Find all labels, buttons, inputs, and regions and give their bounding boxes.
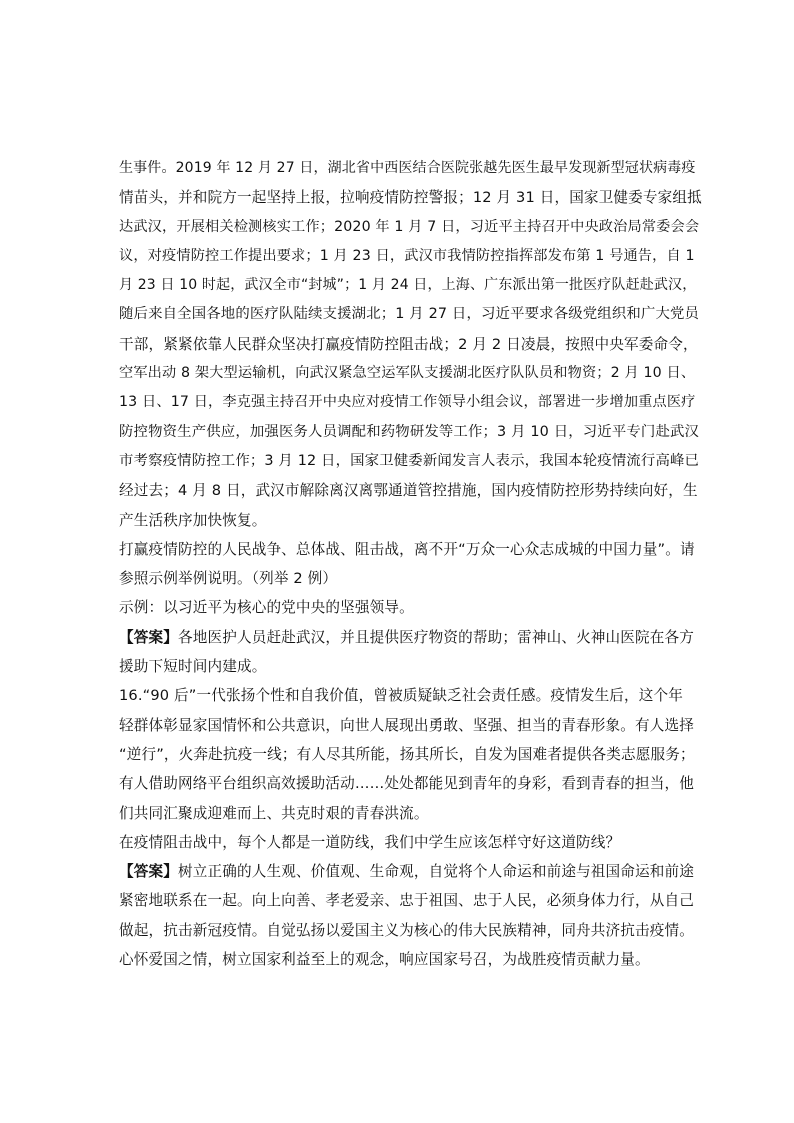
document-body — [119, 154, 701, 974]
question-prompt — [119, 828, 701, 857]
question-16-paragraph — [119, 681, 701, 827]
answer-tag: 【答案】 — [119, 628, 178, 646]
text-line: 产生活秩序加快恢复。 — [119, 511, 267, 529]
answer-text: 各地医护人员赶赴武汉，并且提供医疗物资的帮助；雷神山、火神山医院在各方 — [177, 628, 695, 646]
text-line: 议，对疫情防控工作提出要求；1 月 23 日，武汉市我情防控指挥部发布第 1 号通告，自 1 — [119, 247, 695, 264]
text-line: 参照示例举例说明。（列举 2 例） — [119, 570, 338, 588]
text-line: 紧密地联系在一起。向上向善、孝老爱亲、忠于祖国、忠于人民，必须身体力行，从自己 — [119, 892, 695, 910]
text-line: 防控物资生产供应，加强医务人员调配和药物研发等工作；3 月 10 日，习近平专门赴武汉 — [119, 423, 700, 440]
text-line: 做起，抗击新冠疫情。自觉弘扬以爱国主义为核心的伟大民族精神，同舟共济抗击疫情。 — [119, 921, 695, 939]
text-line — [119, 857, 701, 886]
text-line: 有人借助网络平台组织高效援助活动……处处都能见到青年的身彩，看到青春的担当，他 — [119, 775, 695, 793]
text-line: 干部，紧紧依靠人民群众坚决打赢疫情防控阻击战；2 月 2 日凌晨，按照中央军委命令， — [119, 335, 698, 353]
text-line: 月 23 日 10 时起，武汉全市“封城”；1 月 24 日，上海、广东派出第一批医疗队赶赴武汉， — [119, 277, 697, 294]
text-line: 经过去；4 月 8 日，武汉市解除离汉离鄂通道管控措施，国内疫情防控形势持续向好，生 — [119, 482, 698, 500]
text-line: 达武汉，开展相关检测核实工作；2020 年 1 月 7 日，习近平主持召开中央政治局常委会会 — [119, 218, 700, 235]
example-line — [119, 593, 701, 622]
answer-tag: 【答案】 — [119, 863, 178, 881]
text-line: 心怀爱国之情，树立国家利益至上的观念，响应国家号召，为战胜疫情贡献力量。 — [119, 951, 650, 969]
text-line: 援助下短时间内建成。 — [119, 658, 267, 676]
answer-paragraph — [119, 857, 701, 974]
text-line: 轻群体彰显家国情怀和公共意识，向世人展现出勇敢、坚强、担当的青春形象。有人选择 — [119, 716, 695, 734]
question-prompt — [119, 535, 701, 594]
text-line — [119, 623, 701, 652]
text-line: 13 日、17 日，李克强主持召开中央应对疫情工作领导小组会议，部署进一步增加重点医疗 — [119, 394, 696, 411]
text-line: 们共同汇聚成迎难而上、共克时艰的青春洪流。 — [119, 804, 429, 822]
text-line: 打赢疫情防控的人民战争、总体战、阻击战，离不开“万众一心众志成城的中国力量”。请 — [119, 540, 695, 558]
event-timeline-paragraph — [119, 154, 701, 535]
text-line: 市考察疫情防控工作；3 月 12 日，国家卫健委新闻发言人表示，我国本轮疫情流行高峰已 — [119, 452, 700, 469]
answer-text: 树立正确的人生观、价值观、生命观，自觉将个人命运和前途与祖国命运和前途 — [177, 863, 695, 881]
text-line: 示例：以习近平为核心的党中央的坚强领导。 — [119, 599, 414, 617]
text-line: 在疫情阻击战中，每个人都是一道防线，我们中学生应该怎样守好这道防线？ — [119, 833, 621, 851]
text-line: 16.“90 后”一代张扬个性和自我价值，曾被质疑缺乏社会责任感。疫情发生后，这个年 — [119, 687, 684, 705]
text-line: 空军出动 8 架大型运输机，向武汉紧急空运军队支援湖北医疗队队员和物资；2 月 10 日、 — [119, 365, 696, 382]
text-line: 情苗头，并和院方一起坚持上报，拉响疫情防控警报；12 月 31 日，国家卫健委专家组抵 — [119, 189, 702, 207]
text-line: 随后来自全国各地的医疗队陆续支援湖北；1 月 27 日，习近平要求各级党组织和广大党员 — [119, 306, 700, 323]
text-line: “逆行”，火奔赴抗疫一线；有人尽其所能，扬其所长，自发为国难者提供各类志愿服务； — [119, 745, 695, 763]
text-line: 生事件。2019 年 12 月 27 日，湖北省中西医结合医院张越先医生最早发现新型冠状病毒疫 — [119, 160, 696, 176]
answer-paragraph — [119, 623, 701, 682]
